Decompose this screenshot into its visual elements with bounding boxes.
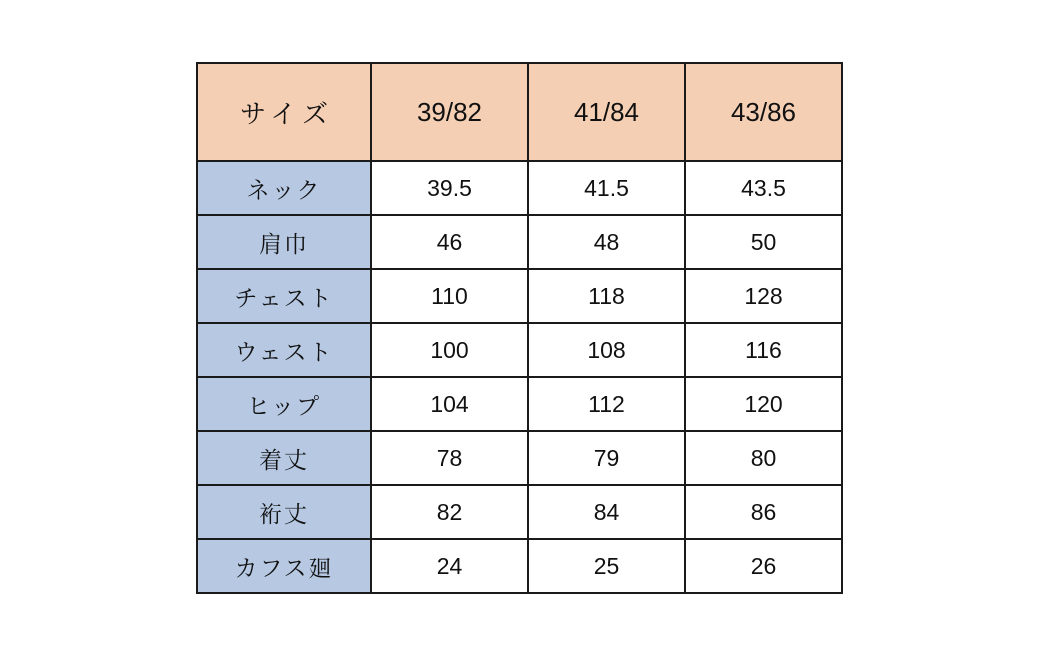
table-row [197, 215, 842, 269]
row-value: 82 [371, 485, 528, 539]
row-value: 128 [685, 269, 842, 323]
row-value: 84 [528, 485, 685, 539]
row-value: 116 [685, 323, 842, 377]
table-header-row [197, 63, 842, 161]
table-row [197, 431, 842, 485]
size-chart-container [196, 62, 842, 594]
row-value: 112 [528, 377, 685, 431]
row-label: ヒップ [197, 377, 371, 431]
table-row [197, 377, 842, 431]
row-value: 118 [528, 269, 685, 323]
row-value: 26 [685, 539, 842, 593]
row-label: チェスト [197, 269, 371, 323]
row-value: 100 [371, 323, 528, 377]
row-value: 48 [528, 215, 685, 269]
table-row [197, 485, 842, 539]
row-value: 24 [371, 539, 528, 593]
row-value: 50 [685, 215, 842, 269]
row-label: ネック [197, 161, 371, 215]
row-value: 120 [685, 377, 842, 431]
table-row [197, 539, 842, 593]
row-label: カフス廻 [197, 539, 371, 593]
row-value: 104 [371, 377, 528, 431]
table-row [197, 269, 842, 323]
row-value: 78 [371, 431, 528, 485]
header-cell-label: サイズ [197, 63, 371, 161]
header-cell-size-2: 41/84 [528, 63, 685, 161]
header-cell-size-1: 39/82 [371, 63, 528, 161]
row-label: 着丈 [197, 431, 371, 485]
row-label: ウェスト [197, 323, 371, 377]
row-value: 25 [528, 539, 685, 593]
row-value: 39.5 [371, 161, 528, 215]
header-cell-size-3: 43/86 [685, 63, 842, 161]
row-value: 86 [685, 485, 842, 539]
row-value: 43.5 [685, 161, 842, 215]
table-row [197, 323, 842, 377]
row-value: 108 [528, 323, 685, 377]
table-row [197, 161, 842, 215]
row-value: 80 [685, 431, 842, 485]
row-label: 肩巾 [197, 215, 371, 269]
row-value: 110 [371, 269, 528, 323]
row-value: 46 [371, 215, 528, 269]
row-label: 裄丈 [197, 485, 371, 539]
row-value: 41.5 [528, 161, 685, 215]
size-chart-table [196, 62, 843, 594]
row-value: 79 [528, 431, 685, 485]
